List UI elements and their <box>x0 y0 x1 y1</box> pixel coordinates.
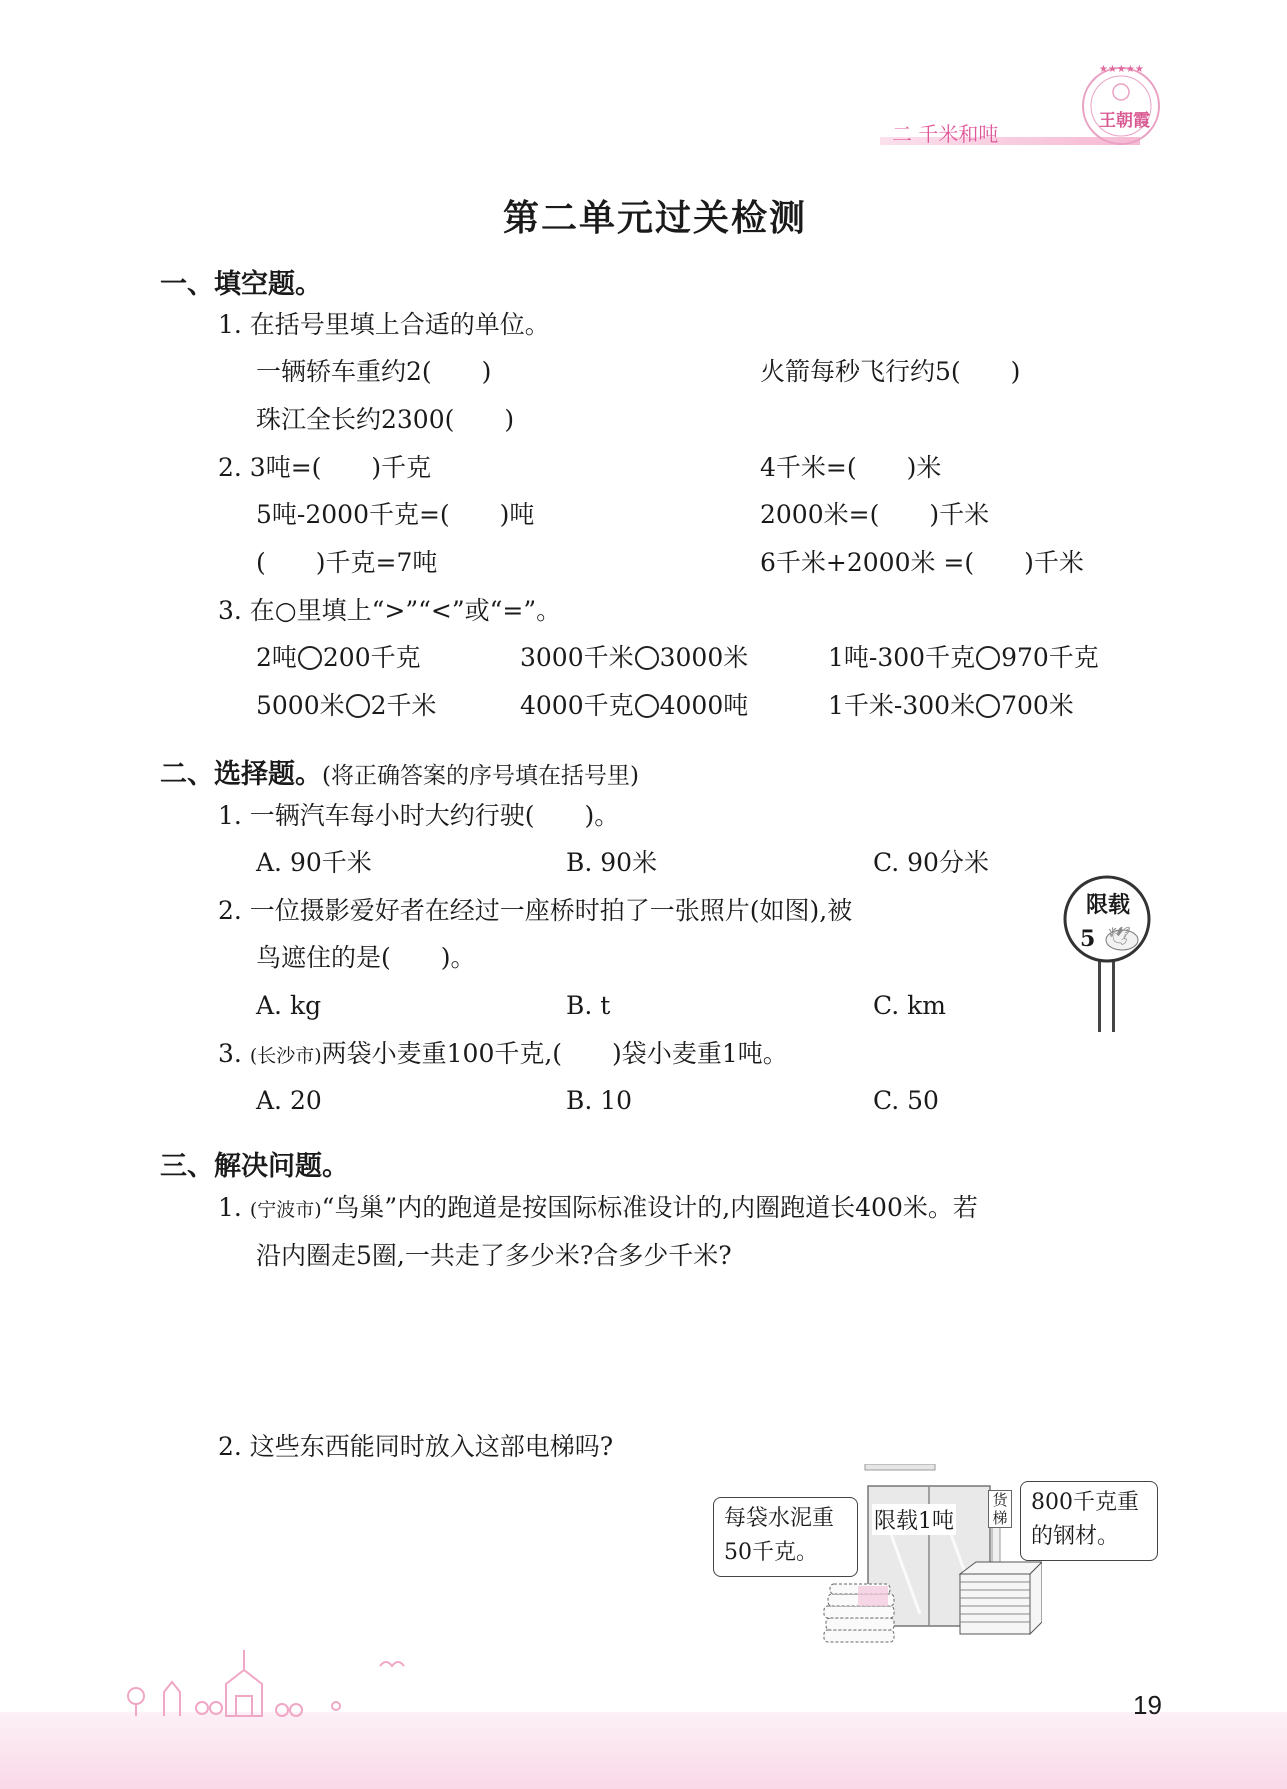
compare-item: 1吨-300千克 970千克 <box>828 643 1099 672</box>
solve-q2-stem: 2. 这些东西能同时放入这部电梯吗? <box>218 1432 614 1461</box>
section-heading-choice: 二、选择题。 <box>160 759 322 790</box>
section-label: 二 千米和吨 <box>892 122 999 146</box>
bird-icon: 🕊 <box>1108 926 1131 947</box>
compare-item: 3000千米 3000米 <box>520 643 749 672</box>
fill-q2-f: 6千米+2000米 =( )千米 <box>760 548 1084 577</box>
compare-circle[interactable] <box>635 646 659 670</box>
fill-q1-stem: 1. 在括号里填上合适的单位。 <box>218 310 550 339</box>
fill-q2-e: ( )千克=7吨 <box>256 548 438 577</box>
solve-q1-stem2: 沿内圈走5圈,一共走了多少米?合多少千米? <box>256 1241 732 1270</box>
fill-q2-a: 2. 3吨=( )千克 <box>218 453 432 482</box>
compare-circle[interactable] <box>298 646 322 670</box>
compare-item: 5000米 2千米 <box>256 691 437 720</box>
elevator-type-label: 货梯 <box>988 1490 1012 1528</box>
choice-q2-stem2: 鸟遮住的是( )。 <box>256 943 476 972</box>
footer-castle-decoration <box>120 1640 420 1720</box>
logo-text: 王朝霞 <box>1099 111 1150 131</box>
sign-number: 5 <box>1080 926 1096 952</box>
compare-item: 2吨 200千克 <box>256 643 421 672</box>
compare-circle[interactable] <box>976 646 1000 670</box>
steel-label-line2: 的钢材。 <box>1031 1524 1120 1549</box>
compare-circle[interactable] <box>635 694 659 718</box>
elevator-limit-label: 限载1吨 <box>872 1504 956 1535</box>
fill-q2-c: 5吨-2000千克=( )吨 <box>256 500 535 529</box>
choice-q1-stem: 1. 一辆汽车每小时大约行驶( )。 <box>218 801 620 830</box>
solve-q1-stem1: 1. (宁波市)“鸟巢”内的跑道是按国际标准设计的,内圈跑道长400米。若 <box>218 1193 978 1222</box>
load-limit-sign <box>1058 874 1156 1034</box>
choice-q1-b[interactable]: B. 90米 <box>566 848 658 877</box>
cement-bags-icon <box>820 1582 900 1644</box>
fill-q1-b: 火箭每秒飞行约5( ) <box>760 357 1021 386</box>
page-number: 19 <box>1133 1690 1162 1720</box>
fill-q3-stem: 3. 在○里填上“>”“<”或“=”。 <box>218 596 562 625</box>
page-title: 第二单元过关检测 <box>503 198 808 239</box>
choice-q1-c[interactable]: C. 90分米 <box>873 848 989 877</box>
fill-q2-d: 2000米=( )千米 <box>760 500 990 529</box>
section-heading-fill: 一、填空题。 <box>160 269 322 300</box>
cement-label-line2: 50千克。 <box>724 1540 818 1565</box>
choice-q2-c[interactable]: C. km <box>873 991 946 1020</box>
sign-top-text: 限载 <box>1086 892 1131 918</box>
choice-q3-a[interactable]: A. 20 <box>256 1086 322 1115</box>
fill-q1-c: 珠江全长约2300( ) <box>256 405 515 434</box>
section-heading-solve: 三、解决问题。 <box>160 1151 349 1182</box>
choice-q2-a[interactable]: A. kg <box>256 991 322 1020</box>
svg-text:★★★★★: ★★★★★ <box>1099 64 1144 75</box>
logo-seal <box>1077 62 1165 150</box>
compare-item: 1千米-300米 700米 <box>828 691 1074 720</box>
cement-label-line1: 每袋水泥重 <box>724 1506 835 1531</box>
footer-band <box>0 1712 1287 1789</box>
choice-q3-c[interactable]: C. 50 <box>873 1086 939 1115</box>
choice-q2-stem1: 2. 一位摄影爱好者在经过一座桥时拍了一张照片(如图),被 <box>218 896 853 925</box>
fill-q1-a: 一辆轿车重约2( ) <box>256 357 492 386</box>
compare-item: 4000千克 4000吨 <box>520 691 749 720</box>
cement-label-box <box>713 1497 858 1577</box>
steel-label-line1: 800千克重 <box>1031 1490 1139 1515</box>
section-heading-choice-row <box>160 752 639 791</box>
steel-bars-icon <box>956 1560 1042 1640</box>
choice-q2-b[interactable]: B. t <box>566 991 611 1020</box>
compare-circle[interactable] <box>346 694 370 718</box>
choice-q1-a[interactable]: A. 90千米 <box>256 848 372 877</box>
answer-area[interactable] <box>218 1285 1148 1425</box>
fill-q2-b: 4千米=( )米 <box>760 453 942 482</box>
choice-q3-b[interactable]: B. 10 <box>566 1086 633 1115</box>
compare-circle[interactable] <box>976 694 1000 718</box>
choice-q3-stem: 3. (长沙市)两袋小麦重100千克,( )袋小麦重1吨。 <box>218 1039 788 1068</box>
section-note: (将正确答案的序号填在括号里) <box>322 763 639 789</box>
steel-label-box <box>1020 1481 1158 1561</box>
